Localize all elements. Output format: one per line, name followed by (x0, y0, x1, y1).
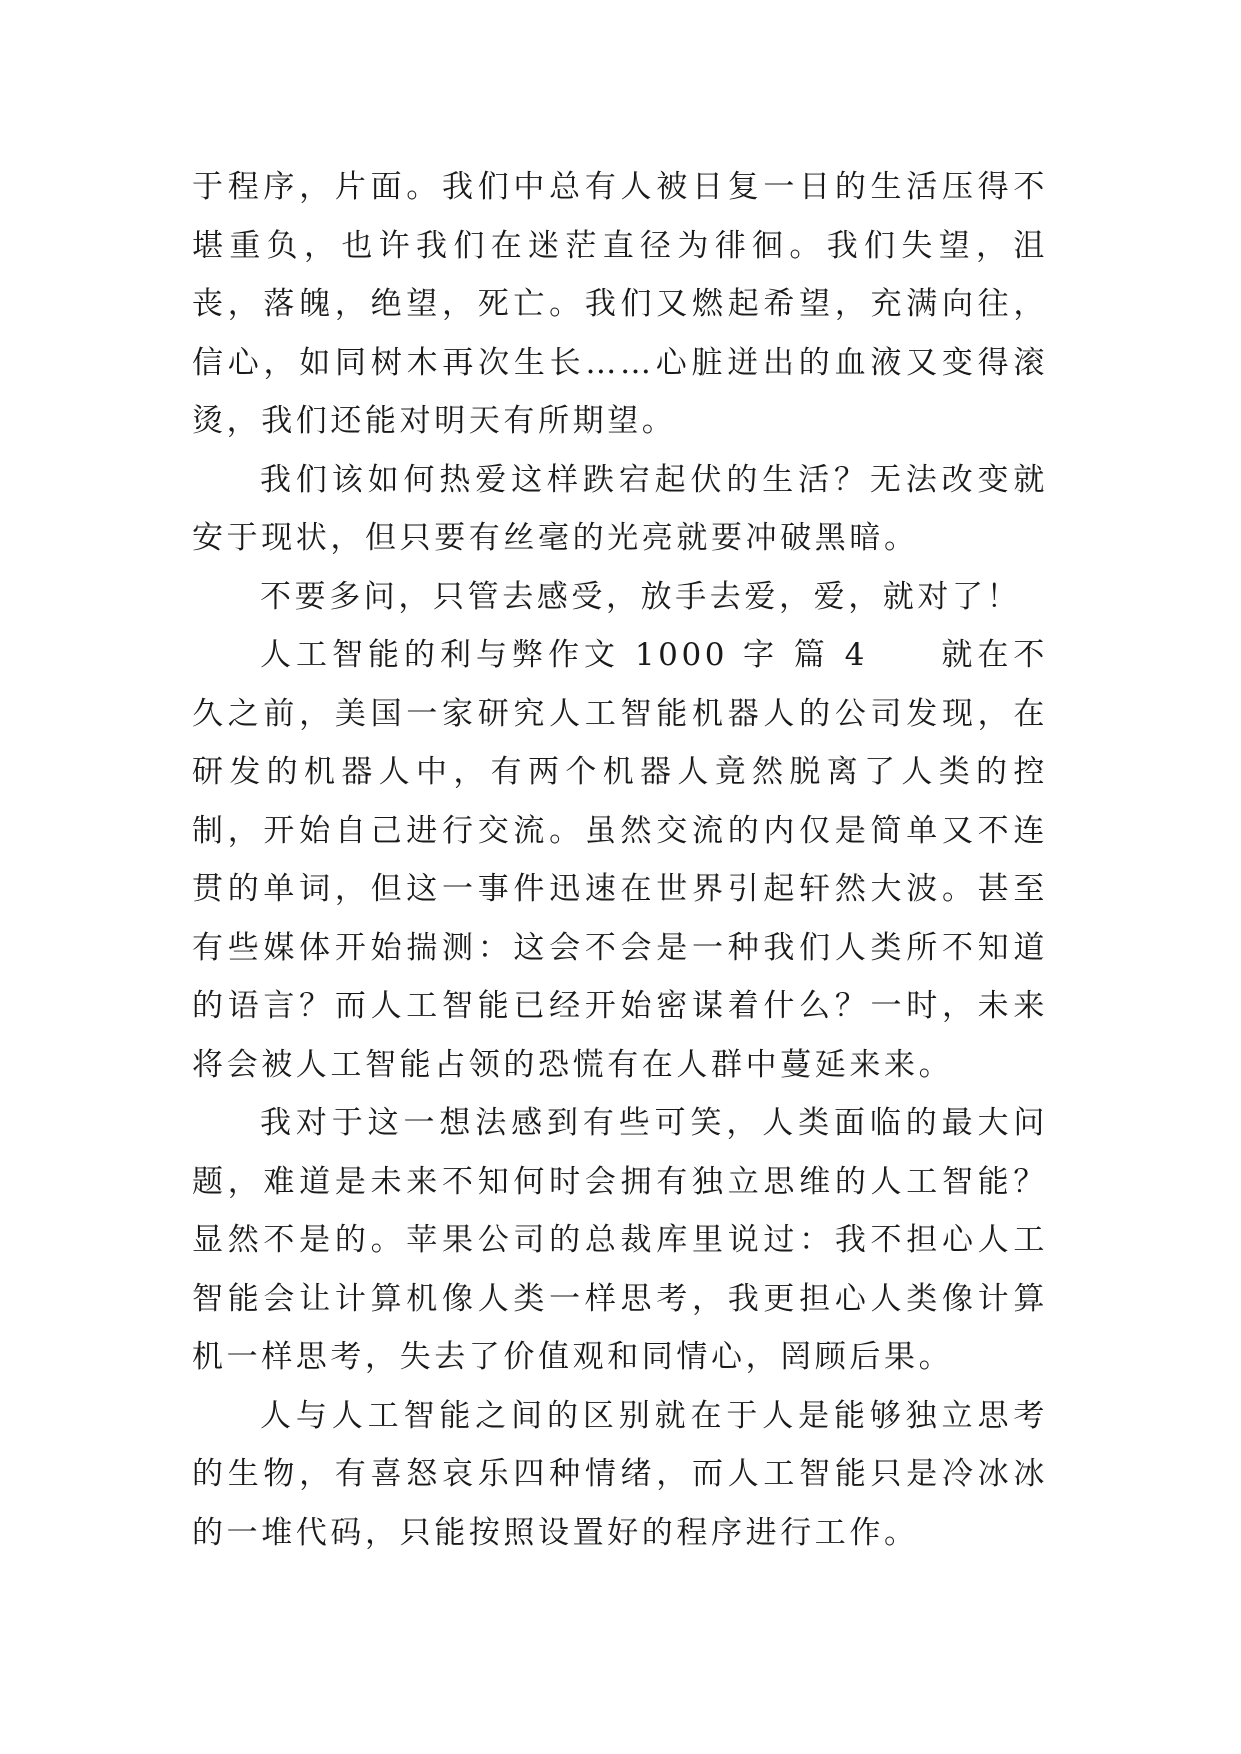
paragraph-1: 于程序，片面。我们中总有人被日复一日的生活压得不堪重负，也许我们在迷茫直径为徘徊。我们失望，沮丧，落魄，绝望，死亡。我们又燃起希望，充满向往，信心，如同树木再次生长……心脏迸出的血液又变得滚烫，我们还能对明天有所期望。 (192, 169, 1048, 439)
paragraph-4: 人工智能的利与弊作文 1000 字 篇 4 就在不久之前，美国一家研究人工智能机器人的公司发现，在研发的机器人中，有两个机器人竟然脱离了人类的控制，开始自己进行交流。虽然交流的内仅是简单又不连贯的单词，但这一事件迅速在世界引起轩然大波。甚至有些媒体开始揣测：这会不会是一种我们人类所不知道的语言？而人工智能已经开始密谋着什么？一时，未来将会被人工智能占领的恐慌有在人群中蔓延来来。 (192, 637, 1048, 1083)
document-body (192, 158, 1048, 1562)
paragraph-3: 不要多问，只管去感受，放手去爱，爱，就对了！ (260, 578, 1022, 615)
paragraph-5: 我对于这一想法感到有些可笑，人类面临的最大问题，难道是未来不知何时会拥有独立思维的人工智能？显然不是的。苹果公司的总裁库里说过：我不担心人工智能会让计算机像人类一样思考，我更担心人类像计算机一样思考，失去了价值观和同情心，罔顾后果。 (192, 1105, 1048, 1375)
paragraph-6: 人与人工智能之间的区别就在于人是能够独立思考的生物，有喜怒哀乐四种情绪，而人工智能只是冷冰冰的一堆代码，只能按照设置好的程序进行工作。 (192, 1397, 1048, 1551)
paragraph-2: 我们该如何热爱这样跌宕起伏的生活？无法改变就安于现状，但只要有丝毫的光亮就要冲破黑暗。 (192, 461, 1048, 556)
